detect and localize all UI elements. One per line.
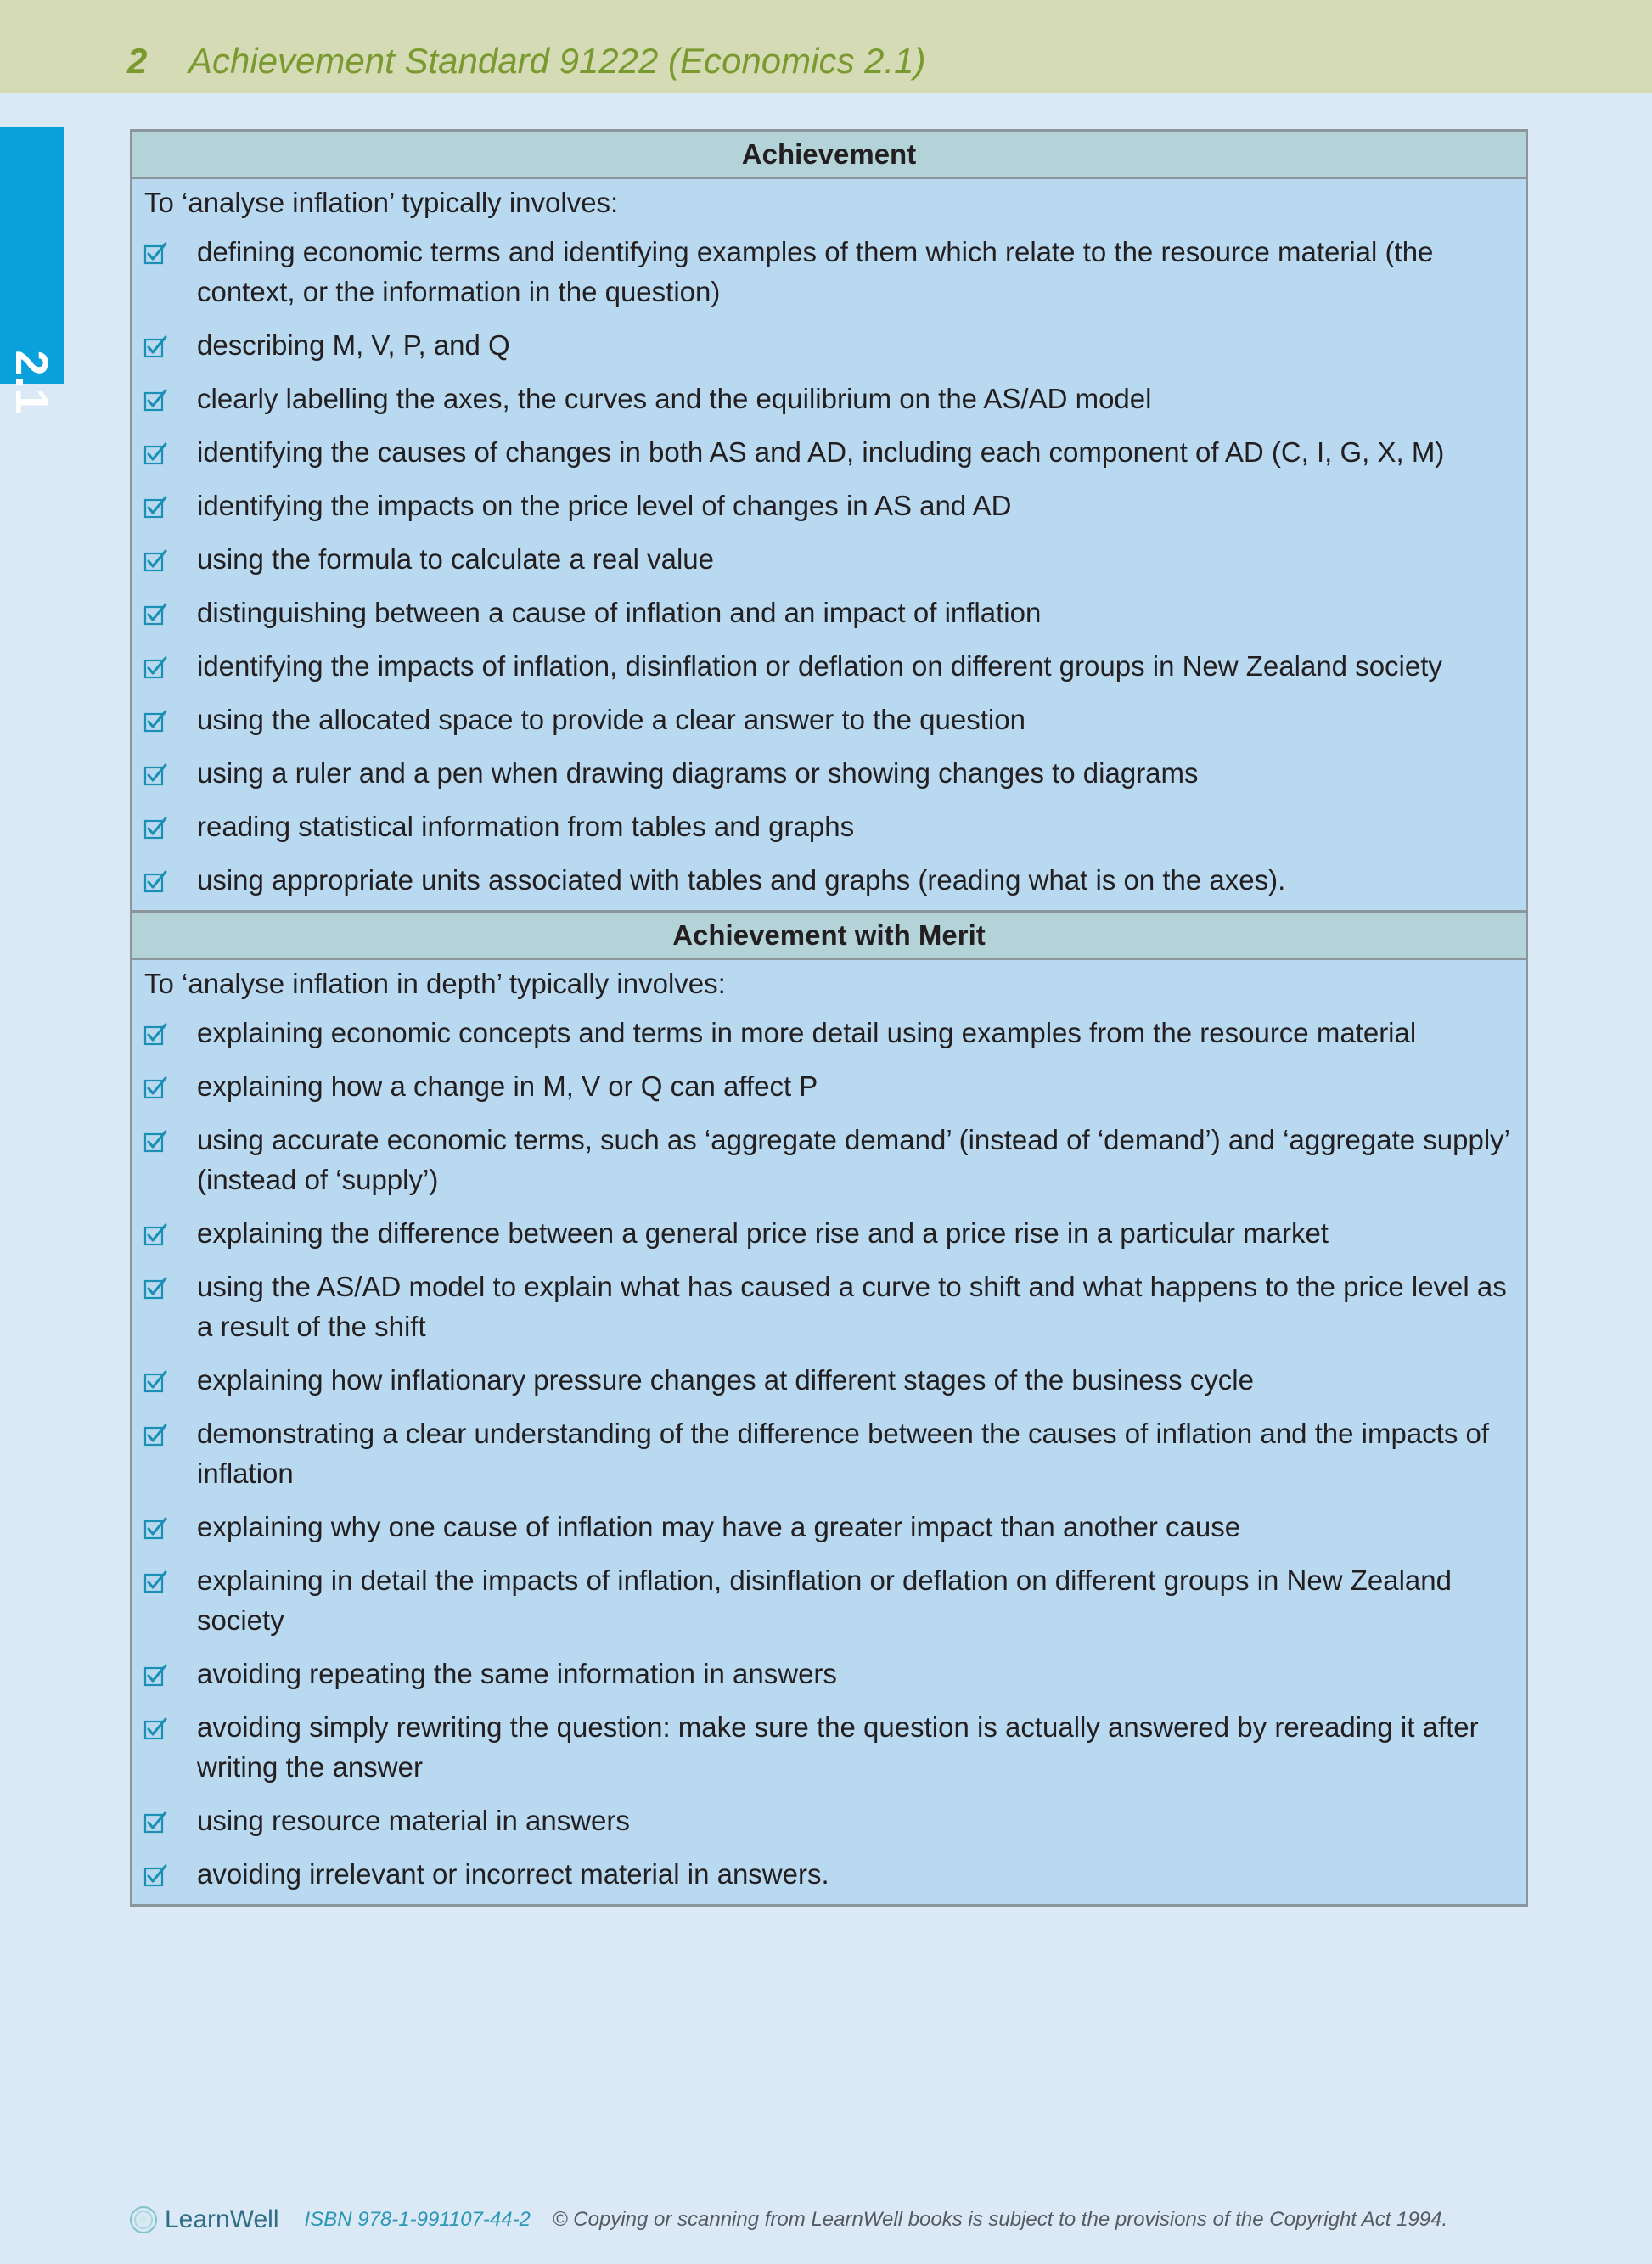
list-item	[132, 586, 1526, 639]
list-item-text: explaining the difference between a general price rise and a price rise in a particular market	[197, 1217, 1329, 1249]
list-item-text: avoiding repeating the same information in answers	[197, 1658, 837, 1689]
footer-copyright: © Copying or scanning from LearnWell books is subject to the provisions of the Copyright Act 1994.	[552, 2208, 1448, 2231]
checkbox-checked-icon	[143, 496, 167, 520]
list-item	[132, 1647, 1526, 1700]
list-item	[132, 372, 1526, 425]
list-item-text: identifying the impacts of inflation, disinflation or deflation on different groups in New Zealand society	[197, 650, 1442, 682]
checkbox-checked-icon	[143, 656, 167, 680]
list-item	[132, 1260, 1526, 1353]
list-item	[132, 225, 1526, 318]
list-item-text: using accurate economic terms, such as ‘aggregate demand’ (instead of ‘demand’) and ‘aggregate supply’ (instead of ‘supply’)	[197, 1124, 1509, 1195]
list-item	[132, 532, 1526, 586]
list-item	[132, 1407, 1526, 1500]
checkbox-checked-icon	[143, 710, 167, 733]
list-item	[132, 693, 1526, 746]
list-item-text: using the AS/AD model to explain what has caused a curve to shift and what happens to the price level as a result of the shift	[197, 1271, 1507, 1342]
list-item-text: distinguishing between a cause of inflation and an impact of inflation	[197, 597, 1042, 628]
list-item-text: defining economic terms and identifying examples of them which relate to the resource material (the context, or the information in the question)	[197, 236, 1434, 307]
checkbox-checked-icon	[143, 817, 167, 840]
list-item	[132, 1700, 1526, 1794]
list-item-text: explaining how a change in M, V or Q can affect P	[197, 1070, 818, 1102]
checkbox-checked-icon	[143, 763, 167, 787]
footer-isbn: ISBN 978-1-991107-44-2	[304, 2208, 531, 2231]
list-item	[132, 1006, 1526, 1059]
list-item-text: explaining why one cause of inflation may have a greater impact than another cause	[197, 1511, 1241, 1542]
list-item	[132, 1059, 1526, 1113]
list-item	[132, 1553, 1526, 1647]
checkbox-checked-icon	[143, 242, 167, 266]
checklist-merit	[132, 1006, 1526, 1904]
list-item-text: using the formula to calculate a real value	[197, 543, 715, 575]
learnwell-logo-icon	[129, 2205, 158, 2234]
checkbox-checked-icon	[143, 1664, 167, 1688]
checkbox-checked-icon	[143, 335, 167, 359]
criteria-panel	[130, 129, 1528, 1907]
list-item-text: demonstrating a clear understanding of the difference between the causes of inflation and the impacts of inflation	[197, 1418, 1490, 1489]
checklist-achievement	[132, 225, 1526, 910]
checkbox-checked-icon	[143, 389, 167, 413]
checkbox-checked-icon	[143, 1517, 167, 1541]
checkbox-checked-icon	[143, 1717, 167, 1741]
page-title: Achievement Standard 91222 (Economics 2.1)	[188, 41, 926, 81]
list-item-text: avoiding irrelevant or incorrect material in answers.	[197, 1858, 829, 1890]
list-item	[132, 1794, 1526, 1847]
checkbox-checked-icon	[143, 549, 167, 573]
list-item-text: using appropriate units associated with tables and graphs (reading what is on the axes).	[197, 864, 1286, 896]
list-item	[132, 800, 1526, 853]
list-item-text: clearly labelling the axes, the curves and the equilibrium on the AS/AD model	[197, 383, 1152, 414]
checkbox-checked-icon	[143, 1130, 167, 1154]
list-item-text: identifying the causes of changes in both AS and AD, including each component of AD (C, I, G, X, M)	[197, 436, 1445, 468]
list-item-text: explaining how inflationary pressure changes at different stages of the business cycle	[197, 1364, 1254, 1396]
list-item	[132, 1206, 1526, 1260]
checkbox-checked-icon	[143, 1023, 167, 1047]
list-item	[132, 1353, 1526, 1407]
checkbox-checked-icon	[143, 1424, 167, 1447]
list-item-text: reading statistical information from tables and graphs	[197, 811, 855, 842]
list-item-text: using the allocated space to provide a clear answer to the question	[197, 704, 1025, 735]
checkbox-checked-icon	[143, 442, 167, 466]
checkbox-checked-icon	[143, 1076, 167, 1100]
section-heading-merit: Achievement with Merit	[132, 910, 1526, 960]
list-item	[132, 853, 1526, 907]
footer-brand: LearnWell	[165, 2205, 279, 2233]
list-item-text: identifying the impacts on the price level of changes in AS and AD	[197, 490, 1012, 521]
checkbox-checked-icon	[143, 1570, 167, 1594]
checkbox-checked-icon	[143, 1370, 167, 1394]
list-item-text: describing M, V, P, and Q	[197, 329, 510, 361]
section-side-tab-label: 2.1	[6, 350, 57, 414]
list-item	[132, 318, 1526, 372]
checkbox-checked-icon	[143, 1223, 167, 1247]
list-item	[132, 479, 1526, 532]
list-item	[132, 639, 1526, 693]
list-item-text: avoiding simply rewriting the question: make sure the question is actually answered by rereading it after writing the answer	[197, 1711, 1479, 1783]
list-item-text: explaining in detail the impacts of inflation, disinflation or deflation on different groups in New Zealand society	[197, 1565, 1452, 1636]
list-item	[132, 746, 1526, 800]
section-intro-merit: To ‘analyse inflation in depth’ typically involves:	[144, 968, 726, 999]
list-item	[132, 1847, 1526, 1901]
page-footer	[129, 2203, 1521, 2237]
section-side-tab	[0, 127, 64, 414]
section-intro-achievement: To ‘analyse inflation’ typically involves:	[144, 187, 619, 218]
page-number: 2	[127, 41, 148, 81]
checkbox-checked-icon	[143, 1277, 167, 1301]
list-item-text: explaining economic concepts and terms in more detail using examples from the resource material	[197, 1017, 1417, 1048]
list-item	[132, 1500, 1526, 1553]
list-item-text: using a ruler and a pen when drawing diagrams or showing changes to diagrams	[197, 757, 1199, 789]
section-heading-achievement: Achievement	[132, 132, 1526, 179]
checkbox-checked-icon	[143, 1864, 167, 1888]
checkbox-checked-icon	[143, 603, 167, 626]
list-item-text: using resource material in answers	[197, 1805, 630, 1836]
checkbox-checked-icon	[143, 870, 167, 894]
list-item	[132, 1113, 1526, 1206]
list-item	[132, 425, 1526, 479]
checkbox-checked-icon	[143, 1811, 167, 1834]
